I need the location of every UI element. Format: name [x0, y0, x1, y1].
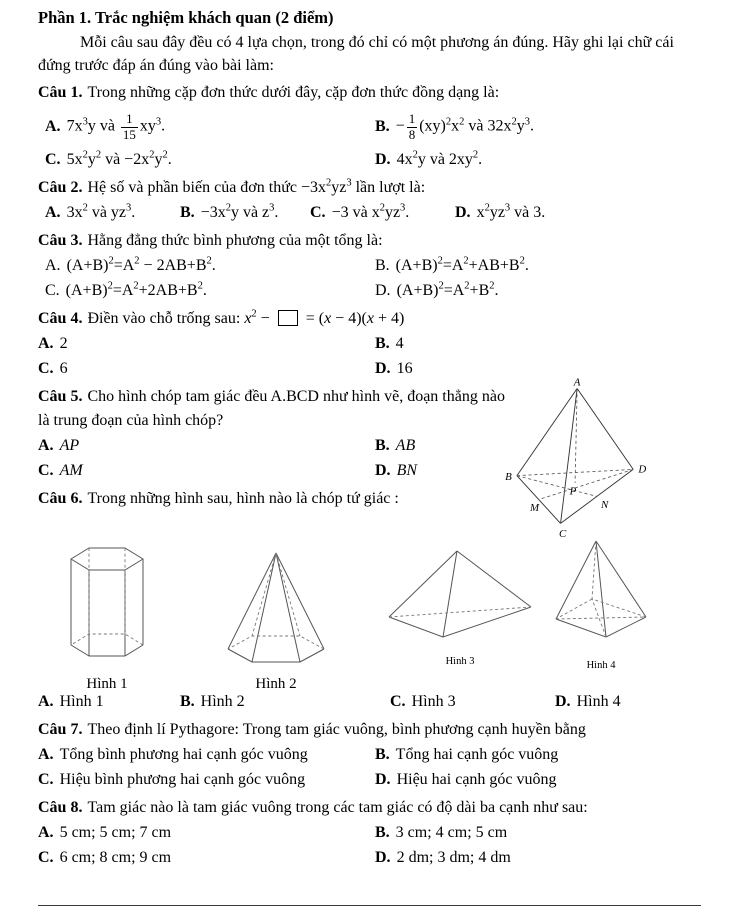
option-2d	[455, 201, 705, 226]
question-7-text: Theo định lí Pythagore: Trong tam giác vuông, bình phương cạnh huyền bằng	[87, 721, 586, 739]
option-7d	[375, 768, 705, 793]
option-5d-label: D.	[375, 462, 391, 480]
option-8b-text: 3 cm; 4 cm; 5 cm	[395, 824, 508, 842]
option-3a	[45, 254, 375, 279]
vertex-label-p: P	[569, 485, 577, 498]
option-8b-label: B.	[375, 824, 390, 842]
option-6d	[555, 690, 705, 715]
option-5b-text: AB	[395, 437, 416, 455]
option-5d	[375, 459, 510, 484]
option-2c	[310, 201, 455, 226]
option-6b-text: Hình 2	[200, 693, 245, 711]
question-1-label: Câu 1.	[38, 84, 83, 102]
option-2d-text: $x^2yz^3$ và 3.	[476, 202, 546, 222]
option-3c-text: $(A+B)^2=A^2+2AB+B^2$.	[65, 280, 207, 300]
question-8-heading	[38, 796, 705, 820]
figure-2-caption: Hình 2	[255, 676, 297, 693]
option-1d	[375, 148, 705, 173]
option-7a-label: A.	[38, 746, 54, 764]
option-7b-label: B.	[375, 746, 390, 764]
option-8a	[38, 821, 375, 846]
figure-3-caption: Hình 3	[445, 656, 475, 668]
option-1c-label: C.	[45, 151, 61, 169]
option-3c	[45, 279, 375, 304]
option-4d-text: 16	[396, 360, 413, 378]
option-3b	[375, 254, 705, 279]
option-8d-label: D.	[375, 849, 391, 867]
question-4-text: Điền vào chỗ trống sau: $x^2$ − = (x − 4)(x + 4)	[87, 308, 405, 328]
option-7a-text: Tổng bình phương hai cạnh góc vuông	[59, 746, 308, 764]
option-3d-text: $(A+B)^2=A^2+B^2$.	[396, 280, 499, 300]
vertex-label-d: D	[638, 463, 646, 476]
figure-1-block	[65, 541, 149, 693]
question-2-label: Câu 2.	[38, 179, 83, 197]
figure-3-block	[385, 545, 535, 667]
question-3-heading	[38, 229, 705, 253]
question-1-text: Trong những cặp đơn thức dưới đây, cặp đơn thức đồng dạng là:	[87, 84, 500, 102]
question-3-options	[38, 254, 705, 304]
question-2-options	[38, 201, 705, 226]
figure-4-caption: Hình 4	[586, 660, 616, 672]
question-8-options	[38, 821, 705, 871]
option-3d-label: D.	[375, 282, 391, 300]
option-1c-text: $5x^2y^2$ và $-2x^2y^2$.	[66, 149, 172, 169]
option-1d-label: D.	[375, 151, 391, 169]
option-1d-text: $4x^2y$ và $2xy^2$.	[396, 149, 483, 169]
question-6-options	[38, 690, 705, 715]
option-4b-text: 4	[395, 335, 404, 353]
option-3d	[375, 279, 705, 304]
option-6d-label: D.	[555, 693, 571, 711]
option-1c	[45, 148, 375, 173]
question-4-label: Câu 4.	[38, 310, 83, 328]
option-2c-text: −3 và $x^2yz^3$.	[331, 202, 410, 222]
option-1b	[375, 106, 705, 148]
option-6a	[38, 690, 180, 715]
option-7b	[375, 743, 705, 768]
option-5b	[375, 434, 510, 459]
intro-paragraph: Mỗi câu sau đây đều có 4 lựa chọn, trong đó chỉ có một phương án đúng. Hãy ghi lại chữ cái đứng trước đáp án đúng vào bài làm:	[38, 33, 674, 75]
hexagonal-prism-figure	[65, 541, 149, 669]
vertex-label-n: N	[601, 498, 609, 511]
vertex-label-a: A	[573, 376, 581, 389]
option-5c-label: C.	[38, 462, 54, 480]
option-4c	[38, 357, 375, 382]
option-7a	[38, 743, 375, 768]
option-2b	[180, 201, 310, 226]
option-2c-label: C.	[310, 204, 326, 222]
page-bottom-rule	[38, 905, 701, 906]
option-4c-label: C.	[38, 360, 54, 378]
option-6d-text: Hình 4	[576, 693, 621, 711]
option-7c-label: C.	[38, 771, 54, 789]
vertex-label-c: C	[558, 527, 567, 540]
option-1a-text: $7x^3y$ và $\frac{1}{15}$ $xy^3$.	[66, 111, 166, 142]
question-5-block	[38, 385, 510, 484]
question-8-text: Tam giác nào là tam giác vuông trong các tam giác có độ dài ba cạnh như sau:	[87, 799, 588, 817]
question-1-heading	[38, 81, 705, 105]
option-5b-label: B.	[375, 437, 390, 455]
figure-1-caption: Hình 1	[86, 676, 128, 693]
option-2a-label: A.	[45, 204, 61, 222]
option-2b-label: B.	[180, 204, 195, 222]
question-3-text: Hằng đẳng thức bình phương của một tổng là:	[87, 232, 383, 250]
option-1b-text: − $\frac{1}{8}$ $(xy)^2x^2$ và $32x^2y^3$.	[395, 111, 534, 142]
vertex-label-m: M	[530, 501, 540, 514]
option-6b	[180, 690, 390, 715]
vertex-label-b: B	[505, 470, 512, 483]
question-1-options	[38, 106, 705, 173]
question-6-figures	[38, 511, 705, 693]
option-2d-label: D.	[455, 204, 471, 222]
option-3b-text: $(A+B)^2=A^2+AB+B^2$.	[395, 255, 529, 275]
option-7d-text: Hiệu hai cạnh góc vuông	[396, 771, 557, 789]
option-8c-text: 6 cm; 8 cm; 9 cm	[59, 849, 172, 867]
option-4b	[375, 332, 705, 357]
question-5-text: Cho hình chóp tam giác đều A.BCD như hình vẽ, đoạn thẳng nào là trung đoạn của hình chóp?	[38, 388, 505, 430]
option-3a-text: $(A+B)^2=A^2 - 2AB+B^2$.	[66, 255, 216, 275]
option-4a	[38, 332, 375, 357]
option-6b-label: B.	[180, 693, 195, 711]
question-7-label: Câu 7.	[38, 721, 83, 739]
option-6a-text: Hình 1	[59, 693, 104, 711]
option-5c-text: AM	[59, 462, 83, 480]
option-2a	[45, 201, 180, 226]
option-6c-label: C.	[390, 693, 406, 711]
option-6c	[390, 690, 555, 715]
question-6-text: Trong những hình sau, hình nào là chóp tứ giác :	[87, 490, 399, 508]
option-4c-text: 6	[59, 360, 68, 378]
option-4d-label: D.	[375, 360, 391, 378]
option-1a-label: A.	[45, 118, 61, 136]
option-3c-label: C.	[45, 282, 60, 300]
option-8c	[38, 846, 375, 871]
option-4a-text: 2	[59, 335, 68, 353]
question-5-options	[38, 434, 510, 484]
option-7b-text: Tổng hai cạnh góc vuông	[395, 746, 559, 764]
option-8d-text: 2 dm; 3 dm; 4 dm	[396, 849, 511, 867]
option-5a-text: AP	[59, 437, 80, 455]
option-8b	[375, 821, 705, 846]
figure-2-block	[226, 549, 326, 693]
option-7d-label: D.	[375, 771, 391, 789]
option-1b-label: B.	[375, 118, 390, 136]
question-6-label: Câu 6.	[38, 490, 83, 508]
section-title: Phần 1. Trắc nghiệm khách quan (2 điểm)	[38, 8, 334, 27]
question-2-heading	[38, 176, 705, 200]
option-5a-label: A.	[38, 437, 54, 455]
question-7-options	[38, 743, 705, 793]
question-5-heading	[38, 385, 510, 433]
question-4-options	[38, 332, 705, 382]
option-8d	[375, 846, 705, 871]
question-5-label: Câu 5.	[38, 388, 83, 406]
question-8-label: Câu 8.	[38, 799, 83, 817]
option-2a-text: $3x^2$ và $yz^3$.	[66, 202, 136, 222]
option-4b-label: B.	[375, 335, 390, 353]
option-6a-label: A.	[38, 693, 54, 711]
question-3-label: Câu 3.	[38, 232, 83, 250]
question-2-text: Hệ số và phần biến của đơn thức $-3x^2yz^3$ lần lượt là:	[87, 177, 426, 197]
option-5d-text: BN	[396, 462, 418, 480]
option-8a-label: A.	[38, 824, 54, 842]
hexagonal-pyramid-figure	[226, 549, 326, 669]
option-2b-text: $-3x^2y$ và $z^3$.	[200, 202, 279, 222]
option-6c-text: Hình 3	[411, 693, 456, 711]
triangular-pyramid-figure	[385, 545, 535, 645]
question-4-heading	[38, 307, 705, 331]
option-5a	[38, 434, 375, 459]
option-4a-label: A.	[38, 335, 54, 353]
question-7-heading	[38, 718, 705, 742]
figure-4-block	[552, 537, 650, 671]
option-1a	[45, 106, 375, 148]
option-5c	[38, 459, 375, 484]
square-pyramid-figure	[552, 537, 650, 649]
option-8a-text: 5 cm; 5 cm; 7 cm	[59, 824, 172, 842]
option-7c-text: Hiệu bình phương hai cạnh góc vuông	[59, 771, 306, 789]
option-3a-label: A.	[45, 257, 61, 275]
option-3b-label: B.	[375, 257, 390, 275]
option-8c-label: C.	[38, 849, 54, 867]
option-7c	[38, 768, 375, 793]
